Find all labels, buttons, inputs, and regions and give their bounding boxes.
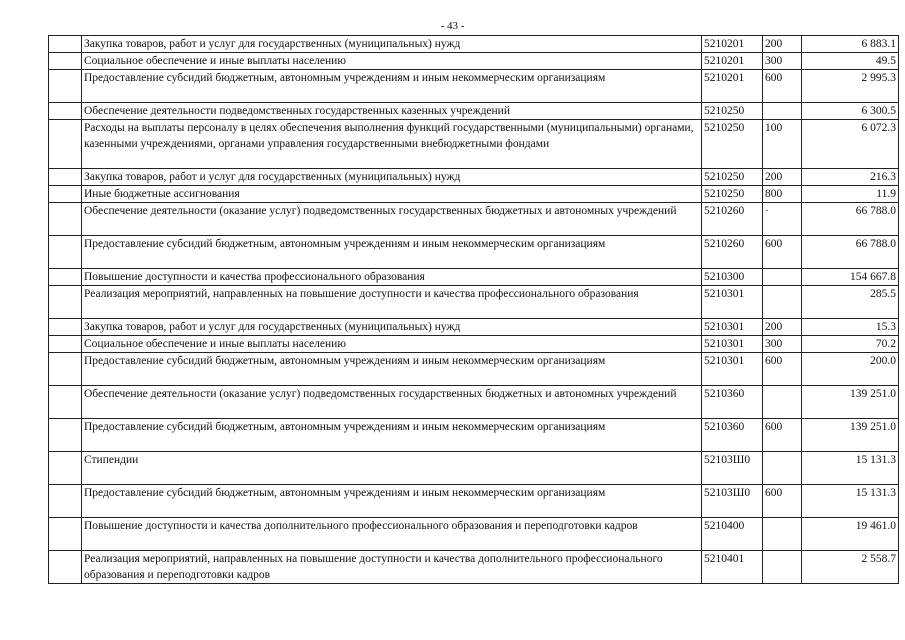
expense-type-cell: 200 <box>763 169 802 186</box>
expense-type-cell: 300 <box>763 336 802 353</box>
expense-type-cell: 600 <box>763 353 802 386</box>
row-index-cell <box>49 103 82 120</box>
expense-name-cell: Предоставление субсидий бюджетным, автономным учреждениям и иным некоммерческим организациям <box>82 485 702 518</box>
amount-cell: 2 995.3 <box>802 70 899 103</box>
expense-type-cell <box>763 386 802 419</box>
target-code-cell: 5210300 <box>702 269 763 286</box>
expense-name-cell: Закупка товаров, работ и услуг для государственных (муниципальных) нужд <box>82 36 702 53</box>
budget-table-body <box>49 36 899 584</box>
row-index-cell <box>49 386 82 419</box>
table-row <box>49 336 899 353</box>
expense-name-cell: Расходы на выплаты персоналу в целях обеспечения выполнения функций государственными (муниципальными) органами, казенными учреждениями, органами управления государственными внебюджетными фондами <box>82 120 702 169</box>
row-index-cell <box>49 518 82 551</box>
target-code-cell: 5210250 <box>702 169 763 186</box>
row-index-cell <box>49 269 82 286</box>
row-index-cell <box>49 169 82 186</box>
target-code-cell: 5210201 <box>702 53 763 70</box>
row-index-cell <box>49 452 82 485</box>
expense-type-cell <box>763 103 802 120</box>
target-code-cell: 5210400 <box>702 518 763 551</box>
expense-name-cell: Закупка товаров, работ и услуг для государственных (муниципальных) нужд <box>82 319 702 336</box>
amount-cell: 15 131.3 <box>802 452 899 485</box>
expense-type-cell: 300 <box>763 53 802 70</box>
expense-name-cell: Иные бюджетные ассигнования <box>82 186 702 203</box>
table-row <box>49 103 899 120</box>
target-code-cell: 5210201 <box>702 70 763 103</box>
table-row <box>49 551 899 584</box>
table-row <box>49 518 899 551</box>
expense-type-cell: 600 <box>763 236 802 269</box>
page-number: - 43 - <box>440 20 465 32</box>
target-code-cell: 5210260 <box>702 236 763 269</box>
amount-cell: 70.2 <box>802 336 899 353</box>
expense-type-cell <box>763 551 802 584</box>
table-row <box>49 186 899 203</box>
table-row <box>49 169 899 186</box>
amount-cell: 19 461.0 <box>802 518 899 551</box>
budget-table <box>48 35 899 584</box>
table-row <box>49 319 899 336</box>
amount-cell: 11.9 <box>802 186 899 203</box>
amount-cell: 2 558.7 <box>802 551 899 584</box>
target-code-cell: 52103Ш0 <box>702 485 763 518</box>
target-code-cell: 5210360 <box>702 419 763 452</box>
target-code-cell: 5210401 <box>702 551 763 584</box>
table-row <box>49 70 899 103</box>
target-code-cell: 5210301 <box>702 336 763 353</box>
expense-type-cell <box>763 452 802 485</box>
expense-name-cell: Обеспечение деятельности (оказание услуг) подведомственных государственных бюджетных и автономных учреждений <box>82 386 702 419</box>
table-row <box>49 286 899 319</box>
expense-type-cell: 600 <box>763 485 802 518</box>
amount-cell: 15.3 <box>802 319 899 336</box>
expense-name-cell: Обеспечение деятельности (оказание услуг) подведомственных государственных бюджетных и автономных учреждений <box>82 203 702 236</box>
expense-name-cell: Повышение доступности и качества профессионального образования <box>82 269 702 286</box>
row-index-cell <box>49 551 82 584</box>
table-row <box>49 36 899 53</box>
amount-cell: 216.3 <box>802 169 899 186</box>
row-index-cell <box>49 53 82 70</box>
amount-cell: 6 883.1 <box>802 36 899 53</box>
expense-name-cell: Повышение доступности и качества дополнительного профессионального образования и переподготовки кадров <box>82 518 702 551</box>
row-index-cell <box>49 419 82 452</box>
row-index-cell <box>49 353 82 386</box>
expense-name-cell: Социальное обеспечение и иные выплаты населению <box>82 53 702 70</box>
row-index-cell <box>49 120 82 169</box>
expense-name-cell: Предоставление субсидий бюджетным, автономным учреждениям и иным некоммерческим организациям <box>82 353 702 386</box>
table-row <box>49 419 899 452</box>
amount-cell: 15 131.3 <box>802 485 899 518</box>
target-code-cell: 5210360 <box>702 386 763 419</box>
row-index-cell <box>49 286 82 319</box>
amount-cell: 6 300.5 <box>802 103 899 120</box>
expense-name-cell: Предоставление субсидий бюджетным, автономным учреждениям и иным некоммерческим организациям <box>82 419 702 452</box>
expense-type-cell: 800 <box>763 186 802 203</box>
target-code-cell: 5210250 <box>702 186 763 203</box>
expense-name-cell: Закупка товаров, работ и услуг для государственных (муниципальных) нужд <box>82 169 702 186</box>
amount-cell: 200.0 <box>802 353 899 386</box>
expense-name-cell: Социальное обеспечение и иные выплаты населению <box>82 336 702 353</box>
target-code-cell: 5210301 <box>702 319 763 336</box>
table-row <box>49 203 899 236</box>
amount-cell: 66 788.0 <box>802 236 899 269</box>
target-code-cell: 5210201 <box>702 36 763 53</box>
expense-name-cell: Стипендии <box>82 452 702 485</box>
expense-type-cell: 600 <box>763 419 802 452</box>
amount-cell: 154 667.8 <box>802 269 899 286</box>
table-row <box>49 120 899 169</box>
amount-cell: 49.5 <box>802 53 899 70</box>
amount-cell: 139 251.0 <box>802 419 899 452</box>
target-code-cell: 5210301 <box>702 286 763 319</box>
expense-type-cell: 200 <box>763 319 802 336</box>
table-row <box>49 353 899 386</box>
expense-name-cell: Предоставление субсидий бюджетным, автономным учреждениям и иным некоммерческим организациям <box>82 70 702 103</box>
table-row <box>49 236 899 269</box>
target-code-cell: 5210250 <box>702 120 763 169</box>
expense-name-cell: Обеспечение деятельности подведомственных государственных казенных учреждений <box>82 103 702 120</box>
row-index-cell <box>49 485 82 518</box>
row-index-cell <box>49 36 82 53</box>
amount-cell: 285.5 <box>802 286 899 319</box>
row-index-cell <box>49 319 82 336</box>
table-row <box>49 485 899 518</box>
table-row <box>49 269 899 286</box>
target-code-cell: 5210260 <box>702 203 763 236</box>
expense-type-cell <box>763 269 802 286</box>
row-index-cell <box>49 203 82 236</box>
table-row <box>49 386 899 419</box>
expense-type-cell <box>763 518 802 551</box>
expense-type-cell <box>763 286 802 319</box>
expense-type-cell: 100 <box>763 120 802 169</box>
target-code-cell: 52103Ш0 <box>702 452 763 485</box>
row-index-cell <box>49 336 82 353</box>
target-code-cell: 5210301 <box>702 353 763 386</box>
table-row <box>49 452 899 485</box>
expense-name-cell: Реализация мероприятий, направленных на повышение доступности и качества дополнительного профессионального образования и переподготовки кадров <box>82 551 702 584</box>
expense-type-cell: · <box>763 203 802 236</box>
row-index-cell <box>49 236 82 269</box>
expense-name-cell: Предоставление субсидий бюджетным, автономным учреждениям и иным некоммерческим организациям <box>82 236 702 269</box>
expense-type-cell: 200 <box>763 36 802 53</box>
amount-cell: 6 072.3 <box>802 120 899 169</box>
amount-cell: 139 251.0 <box>802 386 899 419</box>
target-code-cell: 5210250 <box>702 103 763 120</box>
row-index-cell <box>49 186 82 203</box>
table-row <box>49 53 899 70</box>
amount-cell: 66 788.0 <box>802 203 899 236</box>
expense-name-cell: Реализация мероприятий, направленных на повышение доступности и качества профессионального образования <box>82 286 702 319</box>
row-index-cell <box>49 70 82 103</box>
expense-type-cell: 600 <box>763 70 802 103</box>
